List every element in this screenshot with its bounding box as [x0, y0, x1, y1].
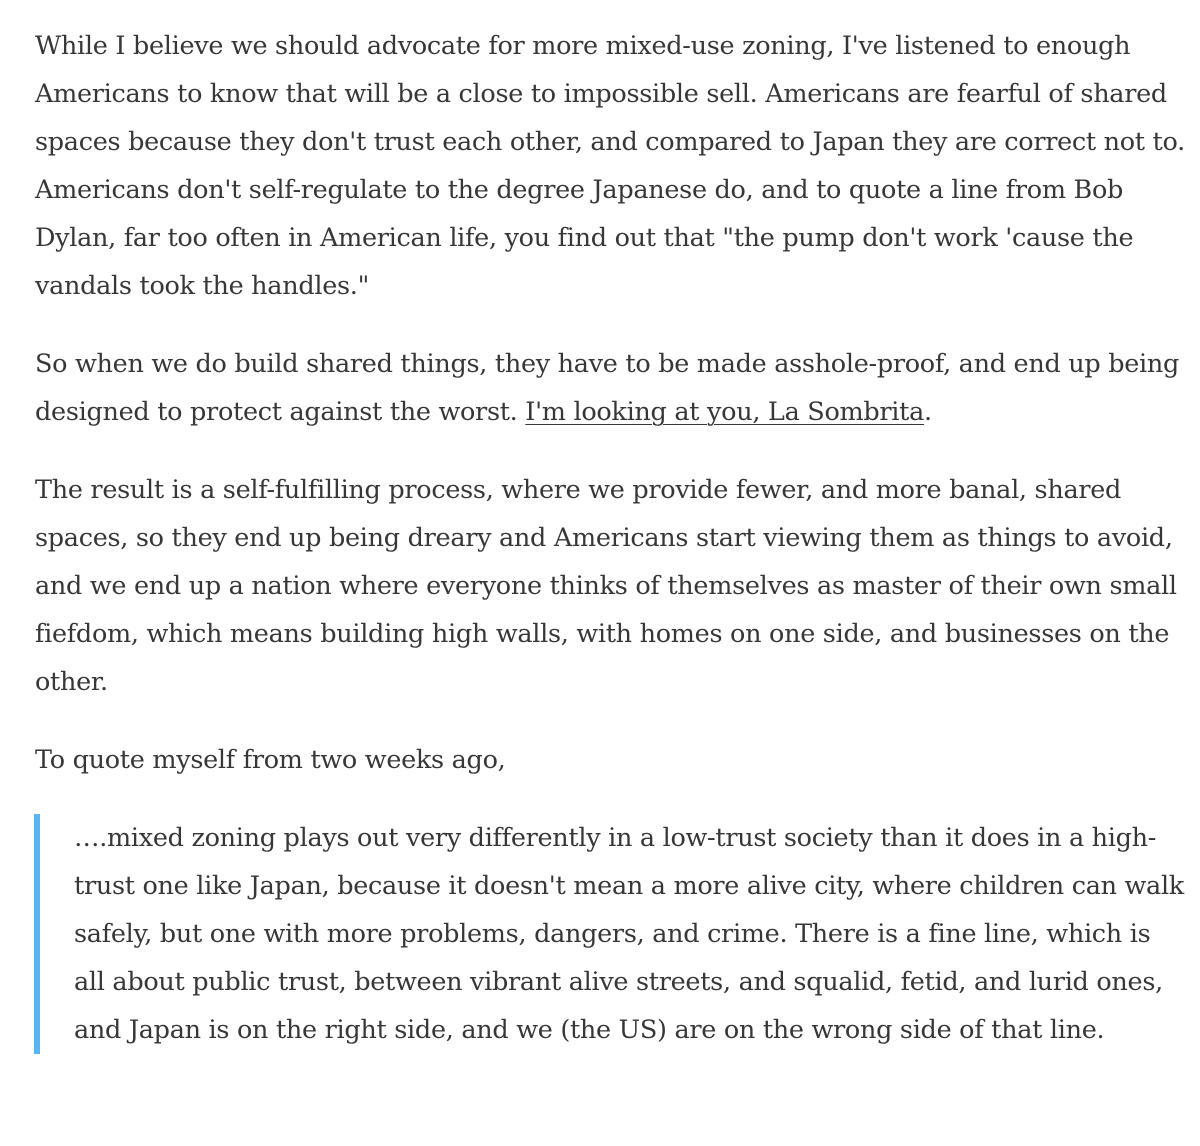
paragraph-quote-intro: To quote myself from two weeks ago,: [35, 745, 506, 775]
la-sombrita-link[interactable]: I'm looking at you, La Sombrita: [525, 397, 924, 427]
paragraph-mixed-use-zoning: While I believe we should advocate for more mixed-use zoning, I've listened to enough Americans to know that will be a close to impossible sell. Americans are fearful of shared spaces because they don't trust each other, and compared to Japan they are correct not to. Americans don't self-regulate to the degree Japanese do, and to quote a line from Bob Dylan, far too often in American life, you find out that "the pump don't work 'cause the vandals took the handles.": [35, 31, 1185, 301]
blockquote: [34, 814, 1184, 1054]
paragraph-self-fulfilling: The result is a self-fulfilling process, where we provide fewer, and more banal, shared spaces, so they end up being dreary and Americans start viewing them as things to avoid, and we end up a nation where everyone thinks of themselves as master of their own small fiefdom, which means building high walls, with homes on one side, and businesses on the other.: [35, 475, 1177, 697]
article-body: [35, 22, 1185, 1054]
paragraph-text: So when we do build shared things, they have to be made asshole-proof, and end up being designed to protect against the worst.: [35, 349, 1180, 427]
paragraph-asshole-proof: [35, 340, 1185, 436]
paragraph-text-end: .: [924, 397, 932, 427]
blockquote-text: ….mixed zoning plays out very differently in a low-trust society than it does in a high-trust one like Japan, because it doesn't mean a more alive city, where children can walk safely, but one with more problems, dangers, and crime. There is a fine line, which is all about public trust, between vibrant alive streets, and squalid, fetid, and lurid ones, and Japan is on the right side, and we (the US) are on the wrong side of that line.: [74, 823, 1184, 1045]
